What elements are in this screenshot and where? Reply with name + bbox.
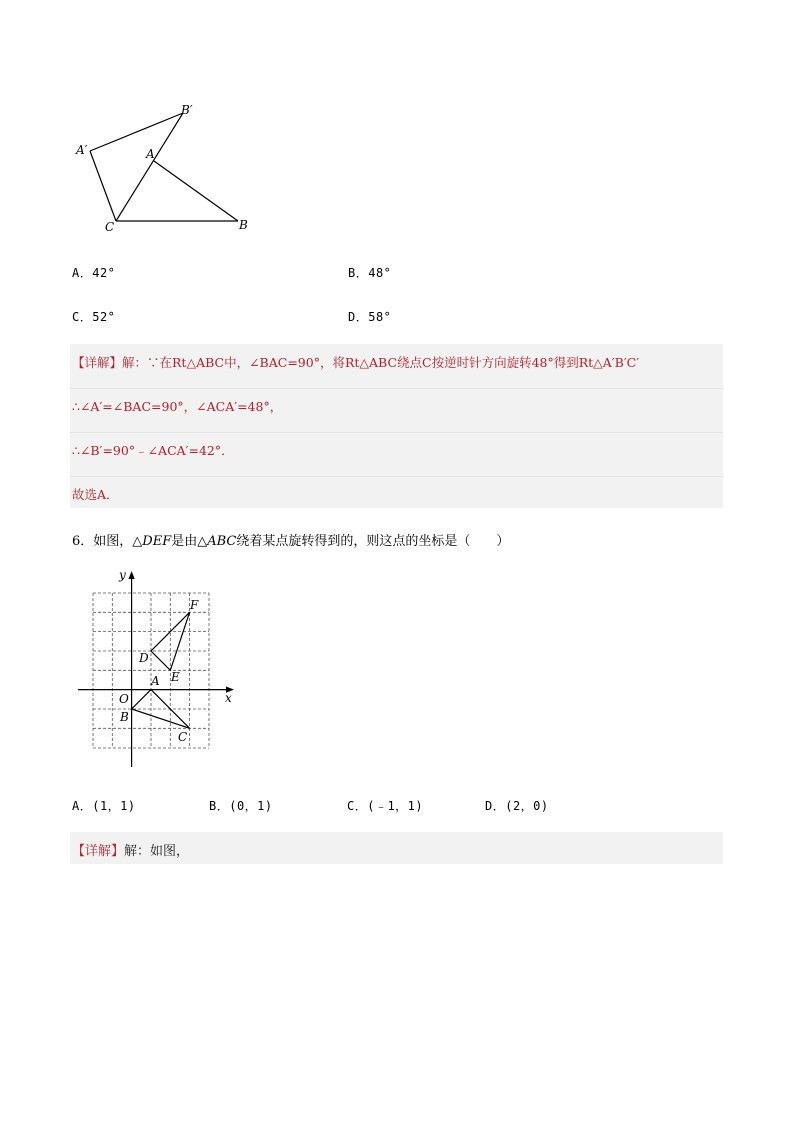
- label-point-f: F: [190, 598, 199, 612]
- q6-option-c: C．(﹣1，1): [347, 799, 424, 813]
- question-6: 6．如图，△DEF是由△ABC绕着某点旋转得到的，则这点的坐标是（ ）: [72, 534, 510, 549]
- q6-option-b: B．(0，1): [209, 799, 273, 813]
- rotation-figure-1: [70, 98, 260, 243]
- q5-option-c: C．52°: [72, 310, 116, 324]
- q6-option-a: A．(1，1): [72, 799, 136, 813]
- label-c: C: [105, 220, 115, 234]
- label-point-c: C: [178, 730, 188, 744]
- segment-b-prime-c: [116, 113, 183, 221]
- y-axis-arrow: [129, 571, 135, 579]
- label-a-prime: A′: [76, 143, 88, 157]
- label-point-b: B: [120, 710, 129, 724]
- q6-option-d: D．(2，0): [485, 799, 549, 813]
- segment-a-prime-b-prime: [90, 113, 183, 151]
- q6-solution-line-1: 【详解】解：如图，: [72, 844, 190, 859]
- solution-tag: 【详解】: [72, 355, 123, 370]
- q5-solution-line-2: ∴∠A′=∠BAC=90°，∠ACA′=48°，: [72, 399, 283, 414]
- q5-answer: 故选A．: [72, 487, 119, 502]
- label-point-e: E: [171, 670, 180, 684]
- q5-solution-line-1: 【详解】解：∵在Rt△ABC中，∠BAC=90°，将Rt△ABC绕点C按逆时针方向旋转48°得到Rt△A′B′C′: [72, 355, 640, 370]
- label-origin: O: [119, 692, 129, 706]
- coordinate-grid-figure: [70, 565, 250, 775]
- label-b-prime: B′: [181, 103, 193, 117]
- label-point-a: A: [151, 674, 160, 688]
- q5-option-b: B．48°: [348, 266, 392, 280]
- label-x-axis: x: [225, 691, 232, 705]
- label-y-axis: y: [119, 568, 126, 582]
- label-a: A: [146, 147, 155, 161]
- label-b: B: [239, 218, 248, 232]
- segment-a-b: [154, 161, 238, 221]
- label-point-d: D: [139, 651, 149, 665]
- q5-option-a: A．42°: [72, 266, 116, 280]
- q5-solution-line-3: ∴∠B′=90°﹣∠ACA′=42°．: [72, 443, 234, 458]
- segment-a-prime-c: [90, 151, 116, 221]
- q5-option-d: D．58°: [348, 310, 392, 324]
